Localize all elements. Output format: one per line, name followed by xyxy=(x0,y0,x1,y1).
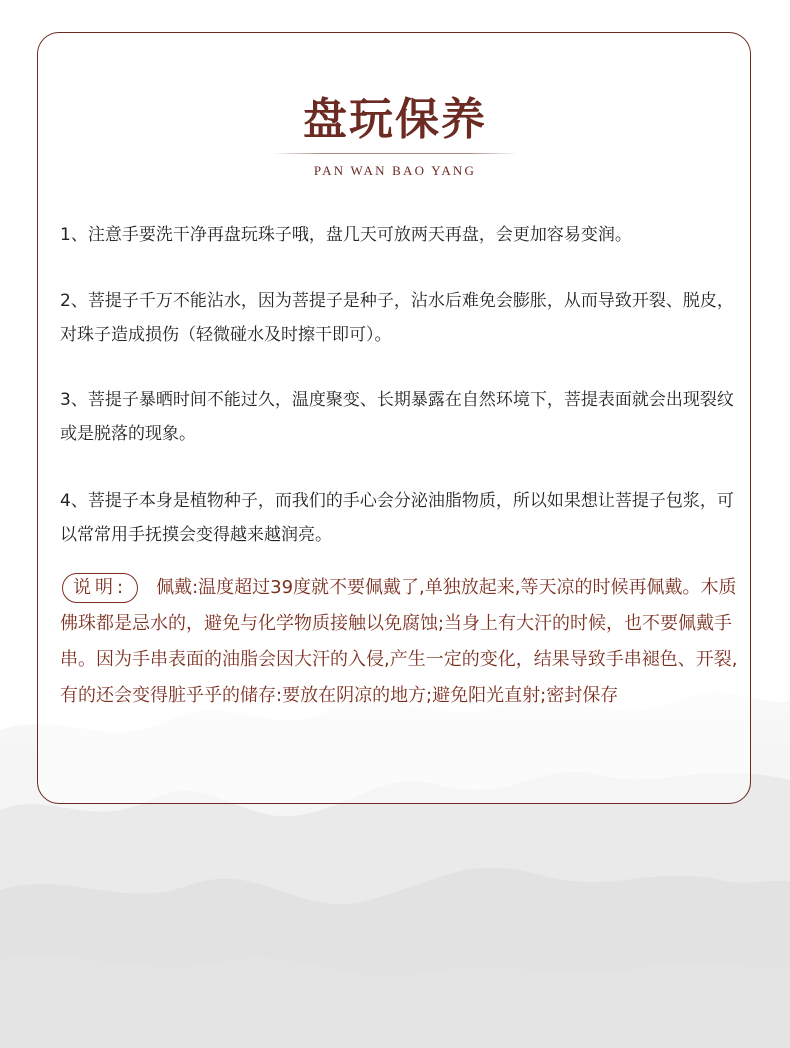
care-tip-4: 4、菩提子本身是植物种子，而我们的手心会分泌油脂物质，所以如果想让菩提子包浆，可以常常用手抚摸会变得越来越润亮。 xyxy=(60,491,734,545)
title-divider xyxy=(272,153,518,154)
care-tip-2: 2、菩提子千万不能沾水，因为菩提子是种子，沾水后难免会膨胀，从而导致开裂、脱皮，对珠子造成损伤（轻微碰水及时擦干即可）。 xyxy=(60,291,734,345)
care-tip-3: 3、菩提子暴晒时间不能过久，温度聚变、长期暴露在自然环境下，菩提表面就会出现裂纹或是脱落的现象。 xyxy=(60,390,734,444)
note-text: 佩戴:温度超过39度就不要佩戴了,单独放起来,等天凉的时候再佩戴。木质佛珠都是忌水的，避免与化学物质接触以免腐蚀;当身上有大汗的时候，也不要佩戴手串。因为手串表面的油脂会因大汗的入侵,产生一定的变化，结果导致手串褪色、开裂,有的还会变得脏乎乎的储存:要放在阴凉的地方;避免阳光直射;密封保存 xyxy=(60,577,738,706)
note-block xyxy=(60,570,740,714)
title-block xyxy=(0,90,790,150)
note-label: 说明: xyxy=(62,573,138,603)
page-title: 盘玩保养 xyxy=(303,94,487,145)
care-tip-1: 1、注意手要洗干净再盘玩珠子哦，盘几天可放两天再盘，会更加容易变润。 xyxy=(60,225,632,245)
page-subtitle: PAN WAN BAO YANG xyxy=(313,163,477,178)
